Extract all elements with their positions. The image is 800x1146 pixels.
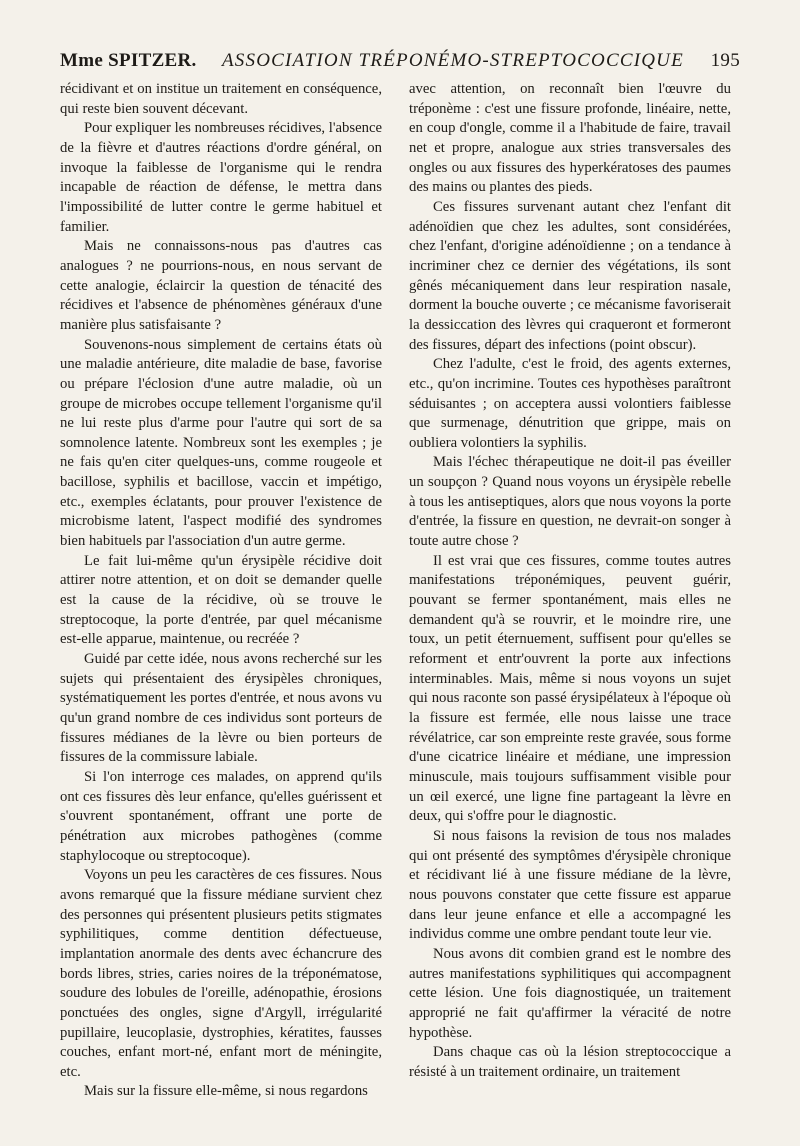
paragraph: Souvenons-nous simplement de certains états où une maladie antérieure, dite maladie de base, favorise ou prépare l'éclosion d'une autre maladie, où un groupe de microbes occupe tellement l'organisme qu'il ne lui reste plus d'arme pour l'autre qui sort de sa somnolence latente. Nombreux sont les exemples ; je ne fais qu'en citer quelques-uns, comme rougeole et bacillose, syphilis et bacillose, vaccin et impétigo, etc., exemples éclatants, pour prouver l'existence de microbisme latent, l'aspect modifié des syndromes bien habituels par l'association d'un autre germe. [60,336,382,550]
right-column [409,80,731,1082]
document-page [60,40,740,1130]
paragraph: récidivant et on institue un traitement en conséquence, qui reste bien souvent décevant. [60,81,382,117]
header-title: ASSOCIATION TRÉPONÉMO-STREPTOCOCCIQUE [222,50,684,71]
running-header [60,50,740,76]
paragraph: Guidé par cette idée, nous avons recherché sur les sujets qui présentaient des érysipèles chroniques, systématiquement les portes d'entrée, et nous avons vu qu'un grand nombre de ces individus sont porteurs de fissures médianes de la lèvre ou bien porteurs de fissures de la commissure labiale. [60,651,382,766]
paragraph: Mais sur la fissure elle-même, si nous regardons [84,1083,368,1100]
paragraph: Ces fissures survenant autant chez l'enfant dit adénoïdien que chez les adultes, sont considérées, chez l'enfant, d'origine adénoïdienne ; on a tendance à incriminer chez ce dernier des végétations, ils sont gênés mécaniquement dans leur respiration nasale, dorment la bouche ouverte ; ce mécanisme favoriserait la dessiccation des lèvres qui craqueront et formeront des fissures, départ des infections (point obscur). [409,198,731,353]
paragraph: Dans chaque cas où la lésion streptococcique a résisté à un traitement ordinaire, un traitement [409,1044,731,1080]
paragraph: Il est vrai que ces fissures, comme toutes autres manifestations tréponémiques, peuvent guérir, pouvant se fermer spontanément, mais elles ne demandent qu'à se rouvrir, et le moindre rire, une toux, un petit éternuement, suffisent pour qu'elles se reforment et entr'ouvrent la porte aux infections interminables. Mais, même si nous voyons un sujet qui nous raconte son passé érysipélateux à l'époque où la fissure est fermée, elle nous laisse une trace révélatrice, car son empreinte reste gravée, sous forme d'une cicatrice linéaire et médiane, une impression minuscule, mais toujours suffisamment visible pour un œil exercé, une ligne fine partageant la lèvre en deux, qui s'offre pour le diagnostic. [409,552,731,825]
paragraph: Si l'on interroge ces malades, on apprend qu'ils ont ces fissures dès leur enfance, qu'elles guérissent et s'ouvrent spontanément, offrant une porte de pénétration aux microbes pathogènes (comme staphylocoque ou streptocoque). [60,768,382,864]
header-author: Mme SPITZER. [60,50,197,71]
paragraph: Chez l'adulte, c'est le froid, des agents externes, etc., qu'on incrimine. Toutes ces hypothèses paraîtront séduisantes ; on acceptera aussi volontiers faiblesse que surmenage, dénutrition que grippe, mais on oubliera volontiers la syphilis. [409,356,731,451]
paragraph: Pour expliquer les nombreuses récidives, l'absence de la fièvre et d'autres réactions d'ordre général, on invoque la faiblesse de l'organisme qui le rendra incapable de réaction de défense, le mettra dans l'impossibilité de lutter contre le germe habituel et familier. [60,120,382,235]
paragraph: Nous avons dit combien grand est le nombre des autres manifestations syphilitiques qui accompagnent cette lésion. Une fois diagnostiquée, un traitement approprié ne fait qu'affirmer la véracité de notre hypothèse. [409,945,731,1041]
paragraph: Mais ne connaissons-nous pas d'autres cas analogues ? ne pourrions-nous, en nous servant de cette analogie, éclaircir la question de ténacité des récidives et l'absence de phénomènes généraux d'une manière plus satisfaisante ? [60,238,382,333]
paragraph: avec attention, on reconnaît bien l'œuvre du tréponème : c'est une fissure profonde, linéaire, nette, en coup d'ongle, comme il a l'habitude de faire, travail net et propre, analogue aux stries transversales des ongles ou aux fissures des hyperkératoses des paumes des mains ou plantes des pieds. [409,81,731,196]
paragraph: Le fait lui-même qu'un érysipèle récidive doit attirer notre attention, et on doit se demander quelle est la cause de la récidive, où se trouve le streptocoque, la porte d'entrée, par quel mécanisme est-elle apparue, maintenue, ou recréée ? [60,552,382,648]
left-column [60,80,382,1102]
paragraph: Mais l'échec thérapeutique ne doit-il pas éveiller un soupçon ? Quand nous voyons un érysipèle rebelle à tous les antiseptiques, alors que nous voyons la porte d'entrée, la fissure en question, ne devrait-on songer à toute autre chose ? [409,454,731,550]
paragraph: Si nous faisons la revision de tous nos malades qui ont présenté des symptômes d'érysipèle chronique et récidivant lié à une fissure médiane de la lèvre, nous pouvons constater que cette fissure est apparue dans leur jeune enfance et elle a accompagné les individus comme une ombre pendant toute leur vie. [409,827,731,943]
paragraph: Voyons un peu les caractères de ces fissures. Nous avons remarqué que la fissure médiane survient chez des personnes qui présentent plusieurs petits stigmates syphilitiques, comme dentition défectueuse, implantation anormale des dents avec échancrure des bords libres, stries, caries noires de la tréponématose, soudure des lobules de l'oreille, adénopathie, érosions ponctuées des ongles, signe d'Argyll, irrégularité pupillaire, leucoplasie, dystrophies, kératites, fausses couches, enfant mort-né, enfant mort de méningite, etc. [60,867,382,1080]
page-number: 195 [710,50,740,71]
